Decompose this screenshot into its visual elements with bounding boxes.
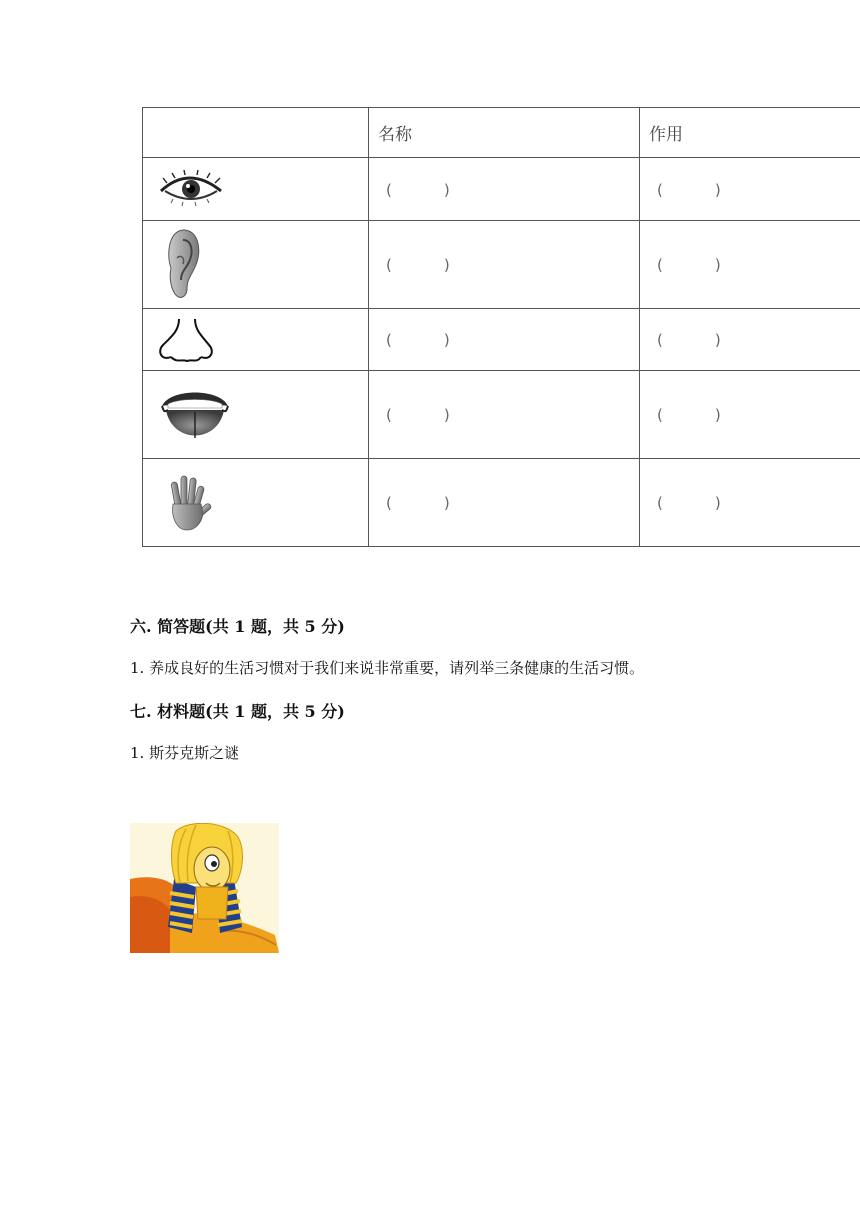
close-paren: ) xyxy=(443,331,450,349)
open-paren: ( xyxy=(386,180,392,199)
organ-image-cell xyxy=(143,221,369,309)
table-row xyxy=(143,371,860,459)
open-paren: ( xyxy=(386,256,392,274)
name-answer-cell[interactable] xyxy=(369,459,640,547)
header-name-cell xyxy=(369,108,640,158)
hand-icon xyxy=(161,474,217,532)
close-paren: ) xyxy=(443,494,450,512)
ear-icon xyxy=(163,228,203,302)
open-paren: ( xyxy=(657,406,663,424)
name-answer-cell[interactable] xyxy=(369,158,640,221)
organ-image-cell xyxy=(143,309,369,371)
open-paren: ( xyxy=(657,494,663,512)
function-answer-cell[interactable] xyxy=(640,221,860,309)
open-paren: ( xyxy=(657,256,663,274)
organ-image-cell xyxy=(143,158,369,221)
table-row xyxy=(143,309,860,371)
organ-image-cell xyxy=(143,371,369,459)
table-header-row xyxy=(143,108,860,158)
table-row xyxy=(143,459,860,547)
open-paren: ( xyxy=(386,331,392,349)
function-answer-cell[interactable] xyxy=(640,371,860,459)
name-answer-cell[interactable] xyxy=(369,221,640,309)
open-paren: ( xyxy=(657,331,663,349)
close-paren: ) xyxy=(714,331,721,349)
open-paren: ( xyxy=(386,406,392,424)
nose-icon xyxy=(157,317,217,363)
close-paren: ) xyxy=(443,406,450,424)
section-7-title: 七. 材料题(共 1 题，共 5 分) xyxy=(130,702,345,721)
eye-icon xyxy=(157,169,227,209)
header-function-label: 作用 xyxy=(649,125,683,145)
header-empty-cell xyxy=(143,108,369,158)
name-answer-cell[interactable] xyxy=(369,309,640,371)
open-paren: ( xyxy=(386,494,392,512)
organ-image-cell xyxy=(143,459,369,547)
section-6-title: 六. 简答题(共 1 题，共 5 分) xyxy=(130,617,345,636)
header-function-cell xyxy=(640,108,860,158)
senses-table xyxy=(142,107,860,547)
section-6-question: 1. 养成良好的生活习惯对于我们来说非常重要，请列举三条健康的生活习惯。 xyxy=(130,659,645,677)
table-row xyxy=(143,221,860,309)
tongue-icon xyxy=(160,382,230,448)
close-paren: ) xyxy=(714,406,721,424)
close-paren: ) xyxy=(443,180,450,199)
section-7-question: 1. 斯芬克斯之谜 xyxy=(130,744,240,762)
name-answer-cell[interactable] xyxy=(369,371,640,459)
function-answer-cell[interactable] xyxy=(640,459,860,547)
function-answer-cell[interactable] xyxy=(640,158,860,221)
close-paren: ) xyxy=(714,494,721,512)
close-paren: ) xyxy=(714,180,721,199)
sphinx-illustration xyxy=(130,823,279,953)
close-paren: ) xyxy=(443,256,450,274)
close-paren: ) xyxy=(714,256,721,274)
function-answer-cell[interactable] xyxy=(640,309,860,371)
open-paren: ( xyxy=(657,180,663,199)
table-row xyxy=(143,158,860,221)
header-name-label: 名称 xyxy=(378,125,412,145)
